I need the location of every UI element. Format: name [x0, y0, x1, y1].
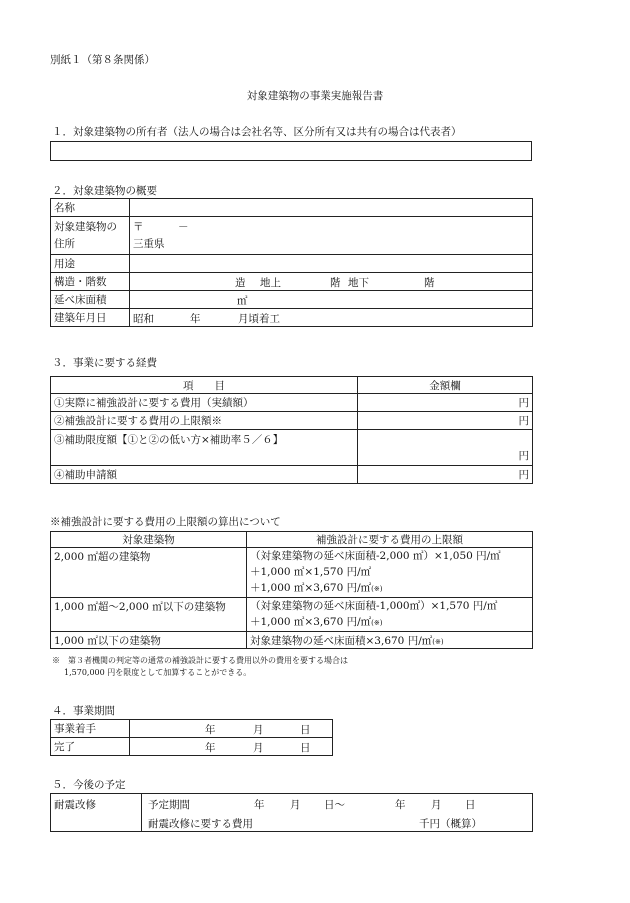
- note-mark: (※): [371, 585, 383, 593]
- expense-row-label: ①実際に補強設計に要する費用（実績額）: [51, 394, 358, 412]
- name-label: 名称: [51, 199, 130, 217]
- structure-field[interactable]: [130, 273, 533, 291]
- start-year: 年: [205, 724, 216, 736]
- floor-area-unit: ㎡: [237, 295, 248, 307]
- future-plan-table: [50, 793, 533, 832]
- end-year: 年: [205, 742, 216, 754]
- address-label: 対象建築物の 住所: [51, 217, 130, 255]
- annex-label: 別紙１（第８条関係）: [50, 54, 155, 66]
- structure-below: 地下: [348, 277, 369, 289]
- plan-month-to: 月: [431, 799, 442, 811]
- expense-row-label: ③補助限度額【①と②の低い方×補助率５／６】: [51, 430, 358, 466]
- floor-area-field[interactable]: [130, 291, 533, 309]
- plan-year-from: 年: [254, 799, 265, 811]
- limit-col-building: 対象建築物: [51, 532, 247, 548]
- expense-row-amount[interactable]: 円: [358, 466, 533, 484]
- start-label: 事業着手: [51, 720, 130, 738]
- limit-row-formula: （対象建築物の延べ床面積-2,000 ㎡）×1,050 円/㎡ ＋1,000 ㎡×1,570 円/㎡ ＋1,000 ㎡×3,670 円/㎡(※): [247, 548, 533, 598]
- start-month: 月: [253, 724, 264, 736]
- built-month: 月頃着工: [238, 313, 280, 325]
- end-month: 月: [253, 742, 264, 754]
- limit-row-building: 1,000 ㎡超～2,000 ㎡以下の建築物: [51, 598, 247, 632]
- expense-row-amount[interactable]: 円: [358, 412, 533, 430]
- structure-label: 構造・階数: [51, 273, 130, 291]
- built-field[interactable]: [130, 309, 533, 327]
- expense-row-label: ②補強設計に要する費用の上限額※: [51, 412, 358, 430]
- start-date-field[interactable]: [130, 720, 333, 738]
- built-era: 昭和: [133, 313, 154, 325]
- note-mark: (※): [432, 637, 444, 646]
- plan-cost-label: 耐震改修に要する費用: [148, 818, 253, 830]
- expense-row-label: ④補助申請額: [51, 466, 358, 484]
- limit-table-heading: ※補強設計に要する費用の上限額の算出について: [50, 516, 281, 528]
- end-date-field[interactable]: [130, 738, 333, 756]
- limit-note-line-1: ※ 第３者機関の判定等の通常の補強設計に要する費用以外の費用を要する場合は: [52, 656, 348, 665]
- section-5-heading: ５．今後の予定: [52, 779, 126, 791]
- section-2-heading: ２．対象建築物の概要: [52, 185, 157, 197]
- plan-cost-unit: 千円（概算）: [419, 818, 482, 830]
- structure-floor-below: 階: [424, 277, 435, 289]
- limit-row-building: 2,000 ㎡超の建築物: [51, 548, 247, 598]
- structure-floor-above: 階: [330, 277, 341, 289]
- expense-table: [50, 376, 533, 484]
- limit-table: [50, 531, 533, 649]
- section-3-heading: ３．事業に要する経費: [52, 357, 157, 369]
- limit-col-limit: 補強設計に要する費用の上限額: [247, 532, 533, 548]
- plan-day-to: 日: [465, 799, 476, 811]
- section-1-heading: １．対象建築物の所有者（法人の場合は会社名等、区分所有又は共有の場合は代表者）: [52, 126, 462, 138]
- floor-area-label: 延べ床面積: [51, 291, 130, 309]
- plan-category: 耐震改修: [51, 794, 142, 832]
- expense-row-amount[interactable]: 円: [358, 394, 533, 412]
- expense-col-amount: 金額欄: [358, 377, 533, 394]
- owner-field[interactable]: [50, 141, 532, 161]
- expense-row-amount[interactable]: 円: [358, 430, 533, 466]
- use-label: 用途: [51, 255, 130, 273]
- limit-row-formula: 対象建築物の延べ床面積×3,670 円/㎡(※): [247, 632, 533, 649]
- structure-above: 地上: [260, 277, 281, 289]
- postal-dash: －: [178, 221, 189, 233]
- prefecture: 三重県: [133, 237, 165, 250]
- limit-row-formula: （対象建築物の延べ床面積-1,000㎡）×1,570 円/㎡ ＋1,000 ㎡×3,670 円/㎡(※): [247, 598, 533, 632]
- note-mark: (※): [371, 619, 383, 627]
- start-day: 日: [300, 724, 311, 736]
- end-label: 完了: [51, 738, 130, 756]
- expense-col-item: 項 目: [51, 377, 358, 394]
- end-day: 日: [300, 742, 311, 754]
- section-4-heading: ４．事業期間: [52, 705, 115, 717]
- use-field[interactable]: [130, 255, 533, 273]
- built-year: 年: [190, 313, 201, 325]
- plan-year-to: 年: [395, 799, 406, 811]
- name-field[interactable]: [130, 199, 533, 217]
- plan-period-label: 予定期間: [148, 799, 190, 811]
- structure-zou: 造: [235, 277, 246, 289]
- building-overview-table: [50, 198, 533, 327]
- plan-month-from: 月: [290, 799, 301, 811]
- plan-day-from: 日～: [324, 799, 345, 811]
- address-field[interactable]: [130, 217, 533, 255]
- built-label: 建築年月日: [51, 309, 130, 327]
- page-title: 対象建築物の事業実施報告書: [246, 90, 384, 102]
- postal-mark: 〒: [133, 220, 144, 233]
- limit-note-line-2: 1,570,000 円を限度として加算することができる。: [64, 668, 252, 677]
- plan-details[interactable]: [142, 794, 533, 832]
- limit-row-building: 1,000 ㎡以下の建築物: [51, 632, 247, 649]
- period-table: [50, 719, 333, 756]
